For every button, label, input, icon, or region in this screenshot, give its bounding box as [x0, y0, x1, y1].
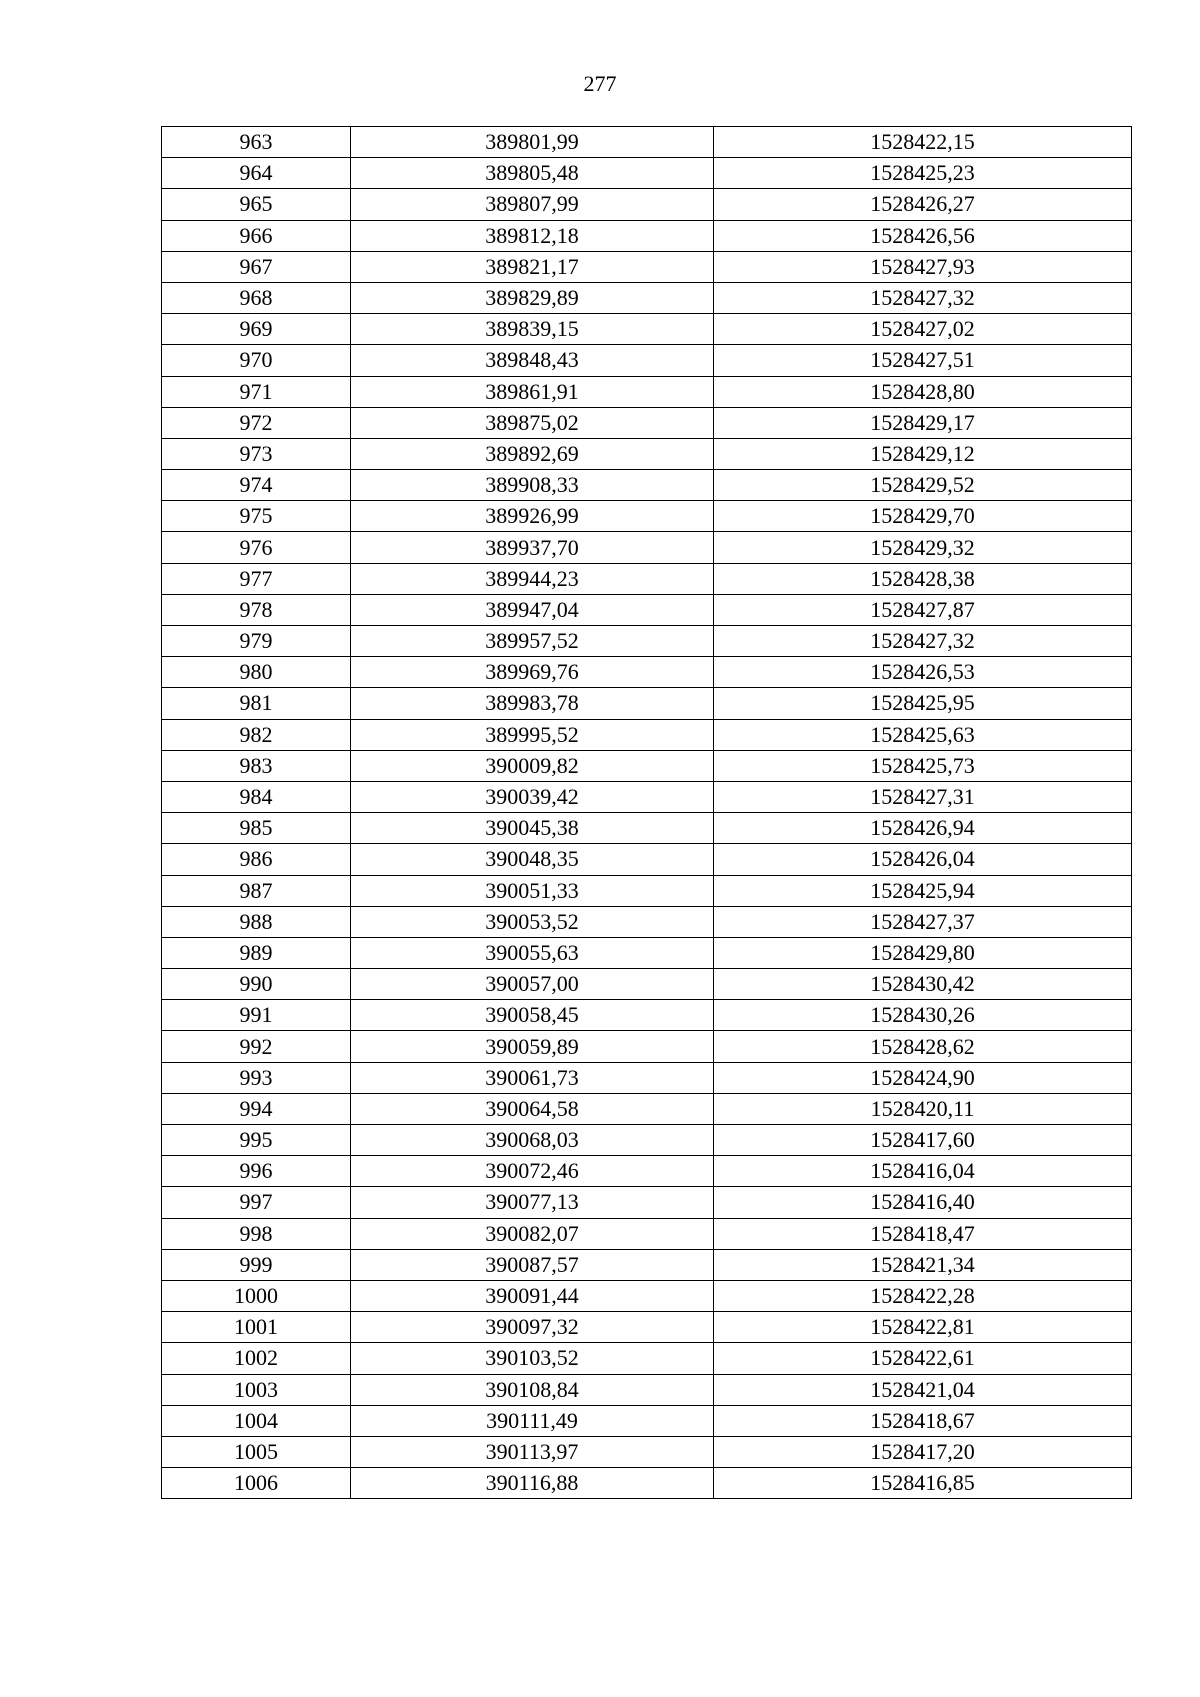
x-coordinate-cell: 390051,33 — [351, 875, 714, 906]
point-number-cell: 983 — [162, 750, 351, 781]
x-coordinate-cell: 389926,99 — [351, 501, 714, 532]
point-number-cell: 976 — [162, 532, 351, 563]
table-row — [162, 1280, 1132, 1311]
y-coordinate-cell: 1528421,34 — [714, 1249, 1132, 1280]
table-row — [162, 251, 1132, 282]
table-row — [162, 1062, 1132, 1093]
table-row — [162, 563, 1132, 594]
x-coordinate-cell: 390059,89 — [351, 1031, 714, 1062]
y-coordinate-cell: 1528418,47 — [714, 1218, 1132, 1249]
y-coordinate-cell: 1528416,85 — [714, 1468, 1132, 1499]
y-coordinate-cell: 1528416,40 — [714, 1187, 1132, 1218]
table-row — [162, 438, 1132, 469]
x-coordinate-cell: 389875,02 — [351, 407, 714, 438]
table-row — [162, 1312, 1132, 1343]
table-row — [162, 906, 1132, 937]
point-number-cell: 984 — [162, 781, 351, 812]
table-row — [162, 314, 1132, 345]
coordinates-table-body — [162, 127, 1132, 1499]
x-coordinate-cell: 390111,49 — [351, 1405, 714, 1436]
x-coordinate-cell: 389995,52 — [351, 719, 714, 750]
point-number-cell: 969 — [162, 314, 351, 345]
point-number-cell: 999 — [162, 1249, 351, 1280]
x-coordinate-cell: 389947,04 — [351, 594, 714, 625]
y-coordinate-cell: 1528425,23 — [714, 158, 1132, 189]
point-number-cell: 964 — [162, 158, 351, 189]
point-number-cell: 997 — [162, 1187, 351, 1218]
x-coordinate-cell: 390108,84 — [351, 1374, 714, 1405]
point-number-cell: 993 — [162, 1062, 351, 1093]
table-row — [162, 1249, 1132, 1280]
table-row — [162, 813, 1132, 844]
table-row — [162, 127, 1132, 158]
x-coordinate-cell: 389983,78 — [351, 688, 714, 719]
point-number-cell: 989 — [162, 937, 351, 968]
table-row — [162, 1405, 1132, 1436]
table-row — [162, 937, 1132, 968]
table-row — [162, 407, 1132, 438]
y-coordinate-cell: 1528426,94 — [714, 813, 1132, 844]
table-row — [162, 1000, 1132, 1031]
y-coordinate-cell: 1528429,52 — [714, 470, 1132, 501]
point-number-cell: 977 — [162, 563, 351, 594]
y-coordinate-cell: 1528426,27 — [714, 189, 1132, 220]
table-row — [162, 1374, 1132, 1405]
x-coordinate-cell: 389829,89 — [351, 282, 714, 313]
x-coordinate-cell: 390082,07 — [351, 1218, 714, 1249]
point-number-cell: 998 — [162, 1218, 351, 1249]
y-coordinate-cell: 1528420,11 — [714, 1093, 1132, 1124]
point-number-cell: 968 — [162, 282, 351, 313]
point-number-cell: 978 — [162, 594, 351, 625]
point-number-cell: 981 — [162, 688, 351, 719]
table-row — [162, 626, 1132, 657]
x-coordinate-cell: 389937,70 — [351, 532, 714, 563]
table-row — [162, 594, 1132, 625]
point-number-cell: 992 — [162, 1031, 351, 1062]
x-coordinate-cell: 390087,57 — [351, 1249, 714, 1280]
x-coordinate-cell: 390057,00 — [351, 969, 714, 1000]
x-coordinate-cell: 390068,03 — [351, 1125, 714, 1156]
x-coordinate-cell: 389807,99 — [351, 189, 714, 220]
point-number-cell: 1003 — [162, 1374, 351, 1405]
y-coordinate-cell: 1528430,42 — [714, 969, 1132, 1000]
point-number-cell: 986 — [162, 844, 351, 875]
table-row — [162, 688, 1132, 719]
x-coordinate-cell: 389812,18 — [351, 220, 714, 251]
table-row — [162, 1031, 1132, 1062]
point-number-cell: 967 — [162, 251, 351, 282]
point-number-cell: 1004 — [162, 1405, 351, 1436]
table-row — [162, 282, 1132, 313]
table-row — [162, 532, 1132, 563]
point-number-cell: 990 — [162, 969, 351, 1000]
point-number-cell: 970 — [162, 345, 351, 376]
table-row — [162, 1436, 1132, 1467]
coordinates-table — [161, 126, 1132, 1499]
y-coordinate-cell: 1528427,37 — [714, 906, 1132, 937]
table-row — [162, 376, 1132, 407]
y-coordinate-cell: 1528417,60 — [714, 1125, 1132, 1156]
table-row — [162, 1125, 1132, 1156]
x-coordinate-cell: 389848,43 — [351, 345, 714, 376]
point-number-cell: 973 — [162, 438, 351, 469]
table-row — [162, 1468, 1132, 1499]
x-coordinate-cell: 390091,44 — [351, 1280, 714, 1311]
y-coordinate-cell: 1528422,15 — [714, 127, 1132, 158]
x-coordinate-cell: 390053,52 — [351, 906, 714, 937]
table-row — [162, 189, 1132, 220]
table-row — [162, 750, 1132, 781]
point-number-cell: 988 — [162, 906, 351, 937]
y-coordinate-cell: 1528429,17 — [714, 407, 1132, 438]
y-coordinate-cell: 1528421,04 — [714, 1374, 1132, 1405]
y-coordinate-cell: 1528427,51 — [714, 345, 1132, 376]
y-coordinate-cell: 1528424,90 — [714, 1062, 1132, 1093]
x-coordinate-cell: 389957,52 — [351, 626, 714, 657]
point-number-cell: 996 — [162, 1156, 351, 1187]
table-row — [162, 470, 1132, 501]
point-number-cell: 987 — [162, 875, 351, 906]
table-row — [162, 1218, 1132, 1249]
x-coordinate-cell: 390064,58 — [351, 1093, 714, 1124]
x-coordinate-cell: 390061,73 — [351, 1062, 714, 1093]
table-row — [162, 875, 1132, 906]
y-coordinate-cell: 1528427,31 — [714, 781, 1132, 812]
y-coordinate-cell: 1528425,95 — [714, 688, 1132, 719]
y-coordinate-cell: 1528426,04 — [714, 844, 1132, 875]
table-row — [162, 781, 1132, 812]
point-number-cell: 975 — [162, 501, 351, 532]
point-number-cell: 1006 — [162, 1468, 351, 1499]
y-coordinate-cell: 1528425,94 — [714, 875, 1132, 906]
y-coordinate-cell: 1528427,87 — [714, 594, 1132, 625]
point-number-cell: 965 — [162, 189, 351, 220]
y-coordinate-cell: 1528417,20 — [714, 1436, 1132, 1467]
x-coordinate-cell: 390055,63 — [351, 937, 714, 968]
y-coordinate-cell: 1528427,02 — [714, 314, 1132, 345]
x-coordinate-cell: 389805,48 — [351, 158, 714, 189]
point-number-cell: 1002 — [162, 1343, 351, 1374]
x-coordinate-cell: 389821,17 — [351, 251, 714, 282]
point-number-cell: 966 — [162, 220, 351, 251]
x-coordinate-cell: 389908,33 — [351, 470, 714, 501]
table-row — [162, 220, 1132, 251]
point-number-cell: 995 — [162, 1125, 351, 1156]
table-row — [162, 158, 1132, 189]
y-coordinate-cell: 1528429,12 — [714, 438, 1132, 469]
x-coordinate-cell: 390045,38 — [351, 813, 714, 844]
y-coordinate-cell: 1528427,93 — [714, 251, 1132, 282]
table-row — [162, 345, 1132, 376]
x-coordinate-cell: 390058,45 — [351, 1000, 714, 1031]
y-coordinate-cell: 1528425,73 — [714, 750, 1132, 781]
table-row — [162, 844, 1132, 875]
table-row — [162, 969, 1132, 1000]
y-coordinate-cell: 1528429,32 — [714, 532, 1132, 563]
point-number-cell: 979 — [162, 626, 351, 657]
point-number-cell: 963 — [162, 127, 351, 158]
point-number-cell: 1000 — [162, 1280, 351, 1311]
y-coordinate-cell: 1528427,32 — [714, 626, 1132, 657]
x-coordinate-cell: 390103,52 — [351, 1343, 714, 1374]
point-number-cell: 1005 — [162, 1436, 351, 1467]
table-row — [162, 1093, 1132, 1124]
table-row — [162, 1156, 1132, 1187]
page-number: 277 — [583, 71, 617, 96]
point-number-cell: 971 — [162, 376, 351, 407]
point-number-cell: 1001 — [162, 1312, 351, 1343]
point-number-cell: 972 — [162, 407, 351, 438]
y-coordinate-cell: 1528428,62 — [714, 1031, 1132, 1062]
x-coordinate-cell: 389801,99 — [351, 127, 714, 158]
point-number-cell: 994 — [162, 1093, 351, 1124]
x-coordinate-cell: 390072,46 — [351, 1156, 714, 1187]
x-coordinate-cell: 390116,88 — [351, 1468, 714, 1499]
y-coordinate-cell: 1528426,53 — [714, 657, 1132, 688]
y-coordinate-cell: 1528422,28 — [714, 1280, 1132, 1311]
table-row — [162, 719, 1132, 750]
point-number-cell: 991 — [162, 1000, 351, 1031]
y-coordinate-cell: 1528418,67 — [714, 1405, 1132, 1436]
point-number-cell: 985 — [162, 813, 351, 844]
table-row — [162, 1343, 1132, 1374]
table-row — [162, 501, 1132, 532]
y-coordinate-cell: 1528422,61 — [714, 1343, 1132, 1374]
table-row — [162, 657, 1132, 688]
x-coordinate-cell: 390113,97 — [351, 1436, 714, 1467]
point-number-cell: 974 — [162, 470, 351, 501]
x-coordinate-cell: 390077,13 — [351, 1187, 714, 1218]
y-coordinate-cell: 1528422,81 — [714, 1312, 1132, 1343]
x-coordinate-cell: 389969,76 — [351, 657, 714, 688]
x-coordinate-cell: 389839,15 — [351, 314, 714, 345]
y-coordinate-cell: 1528416,04 — [714, 1156, 1132, 1187]
y-coordinate-cell: 1528427,32 — [714, 282, 1132, 313]
y-coordinate-cell: 1528426,56 — [714, 220, 1132, 251]
x-coordinate-cell: 389944,23 — [351, 563, 714, 594]
y-coordinate-cell: 1528429,80 — [714, 937, 1132, 968]
point-number-cell: 980 — [162, 657, 351, 688]
point-number-cell: 982 — [162, 719, 351, 750]
y-coordinate-cell: 1528428,38 — [714, 563, 1132, 594]
x-coordinate-cell: 390097,32 — [351, 1312, 714, 1343]
x-coordinate-cell: 389892,69 — [351, 438, 714, 469]
x-coordinate-cell: 390039,42 — [351, 781, 714, 812]
x-coordinate-cell: 390048,35 — [351, 844, 714, 875]
y-coordinate-cell: 1528428,80 — [714, 376, 1132, 407]
x-coordinate-cell: 390009,82 — [351, 750, 714, 781]
y-coordinate-cell: 1528430,26 — [714, 1000, 1132, 1031]
x-coordinate-cell: 389861,91 — [351, 376, 714, 407]
table-row — [162, 1187, 1132, 1218]
y-coordinate-cell: 1528429,70 — [714, 501, 1132, 532]
y-coordinate-cell: 1528425,63 — [714, 719, 1132, 750]
